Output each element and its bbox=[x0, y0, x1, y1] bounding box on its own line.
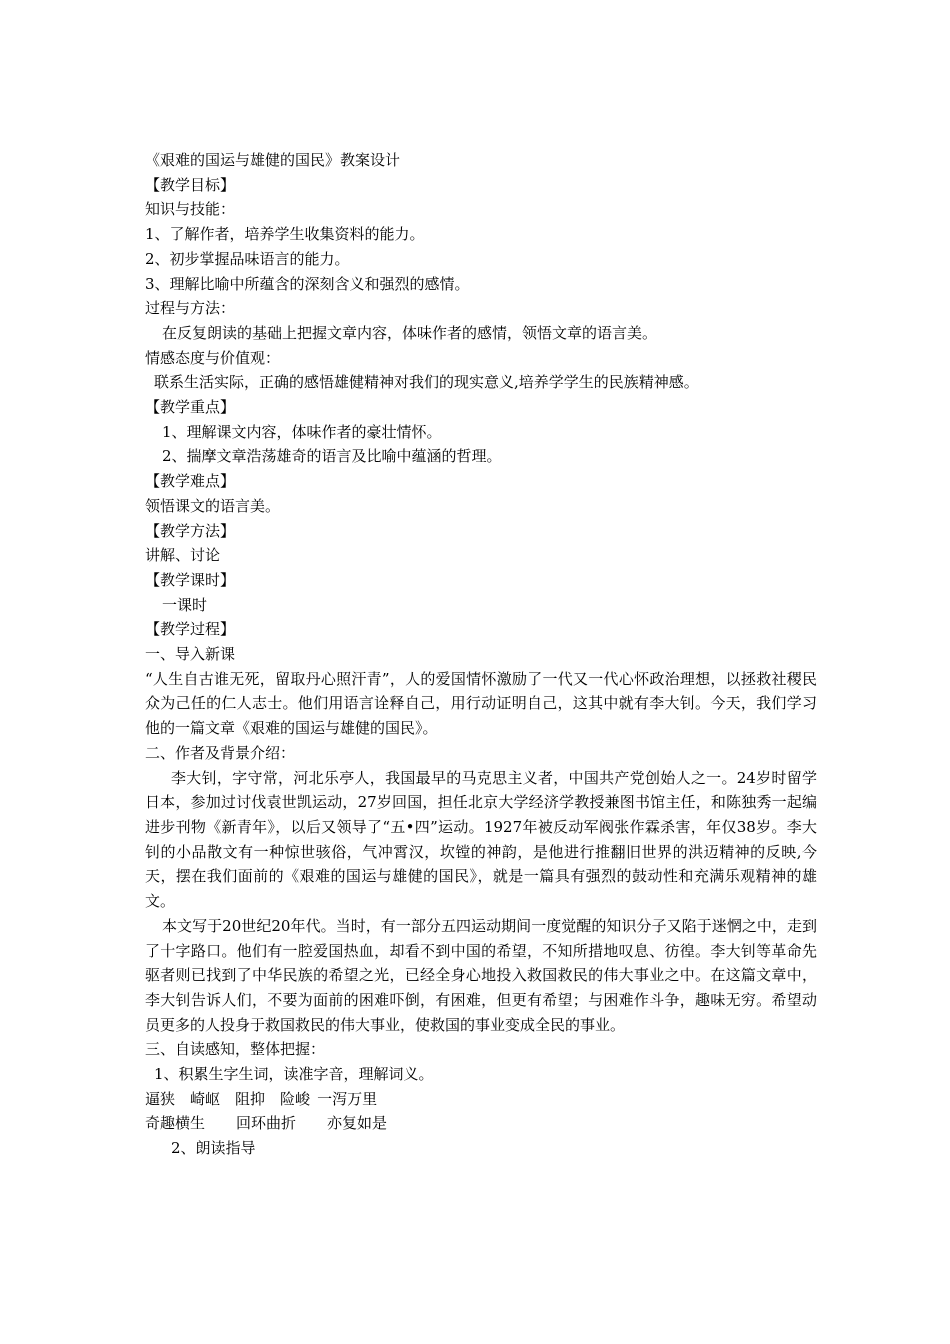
knowledge-item: 3、理解比喻中所蕴含的深刻含义和强烈的感情。 bbox=[145, 274, 470, 293]
knowledge-item: 1、了解作者，培养学生收集资料的能力。 bbox=[145, 225, 425, 244]
vocab-word: 险峻 bbox=[280, 1089, 311, 1108]
vocab-word: 亦复如是 bbox=[327, 1114, 388, 1133]
key-point-item: 2、揣摩文章浩荡雄奇的语言及比喻中蕴涵的哲理。 bbox=[162, 447, 502, 466]
section3-step1: 1、积累生字生词，读准字音，理解词义。 bbox=[154, 1065, 434, 1084]
vocab-word: 一泻万里 bbox=[317, 1089, 378, 1108]
process-text: 在反复朗读的基础上把握文章内容，体味作者的感情，领悟文章的语言美。 bbox=[162, 323, 658, 342]
section3-step2: 2、朗读指导 bbox=[171, 1139, 256, 1158]
method-text: 讲解、讨论 bbox=[145, 546, 221, 565]
vocab-word: 逼狭 bbox=[145, 1089, 176, 1108]
emotion-text: 联系生活实际，正确的感悟雄健精神对我们的现实意义,培养学学生的民族精神感。 bbox=[154, 373, 699, 392]
vocab-row bbox=[145, 1111, 817, 1136]
section3-title: 三、自读感知，整体把握： bbox=[145, 1040, 326, 1059]
goals-heading: 【教学目标】 bbox=[145, 175, 236, 194]
section2-title: 二、作者及背景介绍： bbox=[145, 743, 296, 762]
emotion-label: 情感态度与价值观： bbox=[145, 348, 281, 367]
vocab-word: 阻抑 bbox=[235, 1089, 266, 1108]
method-heading: 【教学方法】 bbox=[145, 521, 236, 540]
section1-title: 一、导入新课 bbox=[145, 645, 236, 664]
vocab-word: 崎岖 bbox=[190, 1089, 221, 1108]
vocab-word: 回环曲折 bbox=[236, 1114, 297, 1133]
process-label: 过程与方法： bbox=[145, 299, 236, 318]
section2-paragraph: 本文写于20世纪20年代。当时，有一部分五四运动期间一度觉醒的知识分子又陷于迷惘之中，走到了十字路口。他们有一腔爱国热血，却看不到中国的希望，不知所措地叹息、彷徨。李大钊等革命先驱者则已找到了中华民族的希望之光，已经全身心地投入救国救民的伟大事业之中。在这篇文章中，李大钊告诉人们，不要为面前的困难吓倒，有困难，但更有希望；与困难作斗争，趣味无穷。希望动员更多的人投身于救国救民的伟大事业，使救国的事业变成全民的事业。 bbox=[145, 916, 817, 1034]
process-heading: 【教学过程】 bbox=[145, 620, 236, 639]
hours-heading: 【教学课时】 bbox=[145, 570, 236, 589]
knowledge-item: 2、初步掌握品味语言的能力。 bbox=[145, 249, 350, 268]
key-point-item: 1、理解课文内容，体味作者的豪壮情怀。 bbox=[162, 422, 442, 441]
section1-text: “人生自古谁无死，留取丹心照汗青”，人的爱国情怀激励了一代又一代心怀政治理想，以拯救社稷民众为己任的仁人志士。他们用语言诠释自己，用行动证明自己，这其中就有李大钊。今天，我们学习他的一篇文章《艰难的国运与雄健的国民》。 bbox=[145, 669, 817, 738]
difficulty-heading: 【教学难点】 bbox=[145, 472, 236, 491]
document-title: 《艰难的国运与雄健的国民》教案设计 bbox=[145, 151, 401, 169]
knowledge-label: 知识与技能： bbox=[145, 200, 236, 219]
document-page bbox=[145, 148, 817, 1161]
vocab-row bbox=[145, 1087, 817, 1112]
vocab-word: 奇趣横生 bbox=[145, 1114, 206, 1133]
hours-text: 一课时 bbox=[162, 595, 208, 614]
key-points-heading: 【教学重点】 bbox=[145, 398, 236, 417]
difficulty-text: 领悟课文的语言美。 bbox=[145, 496, 281, 515]
section2-paragraph: 李大钊，字守常，河北乐亭人，我国最早的马克思主义者，中国共产党创始人之一。24岁时留学日本，参加过讨伐袁世凯运动，27岁回国，担任北京大学经济学教授兼图书馆主任，和陈独秀一起编进步刊物《新青年》，以后又领导了“五•四”运动。1927年被反动军阀张作霖杀害，年仅38岁。李大钊的小品散文有一种惊世骇俗，气冲霄汉，坎镗的神韵，是他进行推翻旧世界的洪迈精神的反映,今天，摆在我们面前的《艰难的国运与雄健的国民》，就是一篇具有强烈的鼓动性和充满乐观精神的雄文。 bbox=[145, 768, 817, 911]
